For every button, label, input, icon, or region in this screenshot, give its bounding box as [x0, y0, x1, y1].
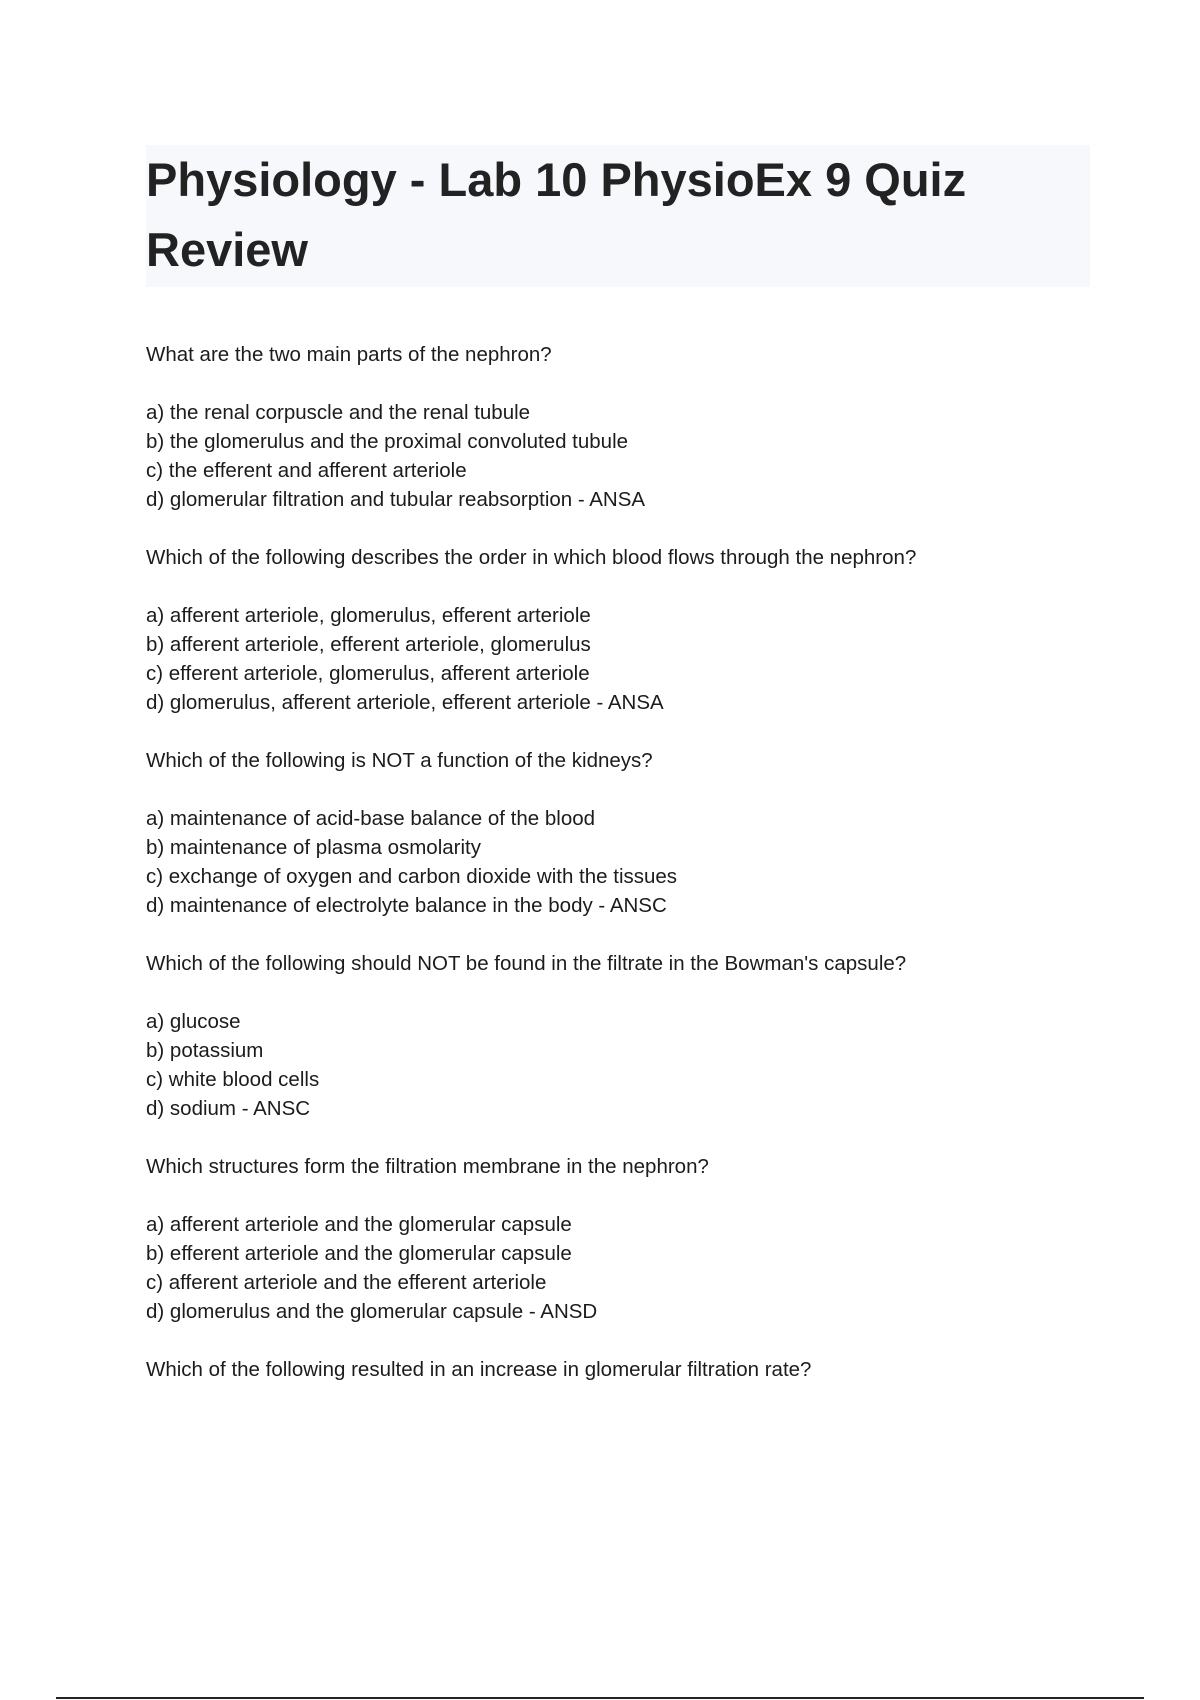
footer-divider: [56, 1697, 1144, 1699]
option-c: c) white blood cells: [146, 1068, 320, 1091]
page-title: Physiology - Lab 10 PhysioEx 9 Quiz Review: [146, 153, 967, 276]
option-a: a) glucose: [146, 1010, 241, 1033]
question-1: [146, 340, 1106, 514]
question-text: Which of the following describes the order in which blood flows through the nephron?: [146, 546, 917, 569]
option-list: [146, 1210, 1106, 1326]
option-d: d) maintenance of electrolyte balance in the body - ANSC: [146, 894, 667, 917]
question-text: Which of the following is NOT a function of the kidneys?: [146, 749, 653, 772]
question-text: Which of the following should NOT be found in the filtrate in the Bowman's capsule?: [146, 952, 907, 975]
title-banner: [146, 145, 1090, 287]
option-d: d) glomerulus, afferent arteriole, efferent arteriole - ANSA: [146, 691, 664, 714]
option-list: [146, 804, 1106, 920]
question-text: What are the two main parts of the nephron?: [146, 343, 552, 366]
option-c: c) efferent arteriole, glomerulus, afferent arteriole: [146, 662, 590, 685]
option-c: c) the efferent and afferent arteriole: [146, 459, 467, 482]
option-a: a) afferent arteriole and the glomerular capsule: [146, 1213, 572, 1236]
option-a: a) the renal corpuscle and the renal tubule: [146, 401, 531, 424]
question-text: Which of the following resulted in an increase in glomerular filtration rate?: [146, 1358, 812, 1381]
option-a: a) afferent arteriole, glomerulus, efferent arteriole: [146, 604, 591, 627]
option-b: b) the glomerulus and the proximal convoluted tubule: [146, 430, 629, 453]
option-b: b) maintenance of plasma osmolarity: [146, 836, 481, 859]
option-a: a) maintenance of acid-base balance of the blood: [146, 807, 596, 830]
question-4: [146, 949, 1106, 1123]
option-b: b) potassium: [146, 1039, 264, 1062]
quiz-content: [146, 340, 1106, 1413]
option-d: d) sodium - ANSC: [146, 1097, 311, 1120]
question-3: [146, 746, 1106, 920]
option-d: d) glomerular filtration and tubular reabsorption - ANSA: [146, 488, 646, 511]
option-list: [146, 601, 1106, 717]
option-c: c) exchange of oxygen and carbon dioxide with the tissues: [146, 865, 678, 888]
option-list: [146, 1007, 1106, 1123]
question-6: [146, 1355, 1106, 1384]
question-2: [146, 543, 1106, 717]
option-d: d) glomerulus and the glomerular capsule - ANSD: [146, 1300, 598, 1323]
question-text: Which structures form the filtration membrane in the nephron?: [146, 1155, 709, 1178]
option-b: b) afferent arteriole, efferent arteriole, glomerulus: [146, 633, 591, 656]
option-c: c) afferent arteriole and the efferent arteriole: [146, 1271, 547, 1294]
question-5: [146, 1152, 1106, 1326]
option-b: b) efferent arteriole and the glomerular capsule: [146, 1242, 572, 1265]
option-list: [146, 398, 1106, 514]
